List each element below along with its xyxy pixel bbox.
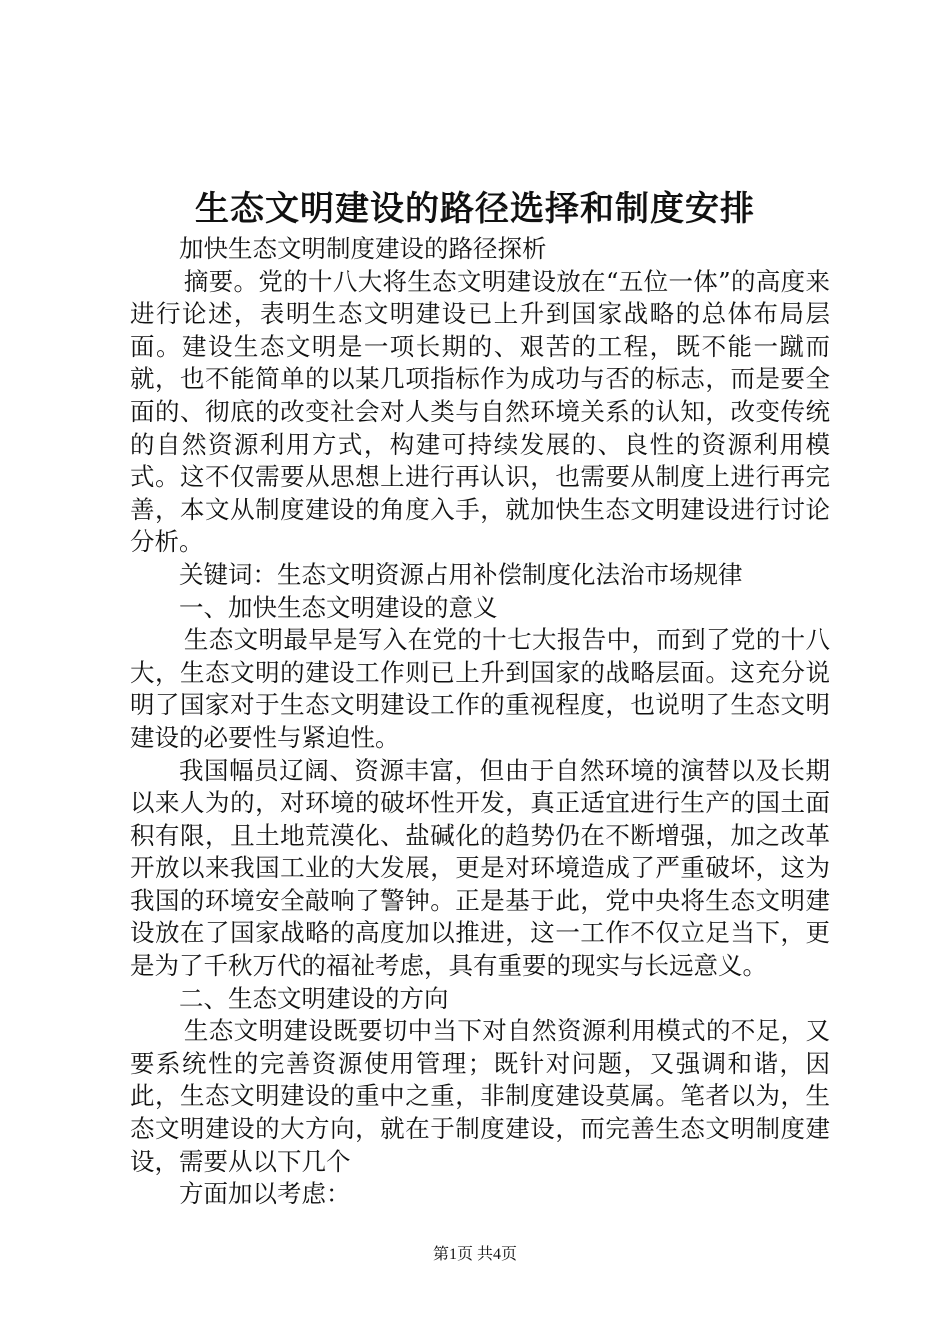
- section-heading-2: 二、生态文明建设的方向: [179, 983, 449, 1013]
- abstract-paragraph: 摘要。党的十八大将生态文明建设放在“五位一体”的高度来进行论述，表明生态文明建设已上升到国家战略的总体布局层面。建设生态文明是一项长期的、艰苦的工程，既不能一蹴而就，也不能简单的以某几项指标作为成功与否的标志，而是要全面的、彻底的改变社会对人类与自然环境关系的认知，改变传统的自然资源利用方式，构建可持续发展的、良性的资源利用模式。这不仅需要从思想上进行再认识，也需要从制度上进行再完善，本文从制度建设的角度入手，就加快生态文明建设进行讨论分析。: [130, 266, 830, 557]
- page-number-footer: 第1页 共4页: [432, 1246, 517, 1263]
- document-title: 生态文明建设的路径选择和制度安排: [195, 189, 755, 229]
- document-body: [130, 233, 830, 1211]
- body-paragraph: 方面加以考虑：: [179, 1179, 351, 1209]
- subtitle-paragraph: 加快生态文明制度建设的路径探析: [179, 234, 547, 263]
- body-paragraph: 我国幅员辽阔、资源丰富，但由于自然环境的演替以及长期以来人为的，对环境的破坏性开发，真正适宜进行生产的国土面积有限，且土地荒漠化、盐碱化的趋势仍在不断增强，加之改革开放以来我国工业的大发展，更是对环境造成了严重破坏，这为我国的环境安全敲响了警钟。正是基于此，党中央将生态文明建设放在了国家战略的高度加以推进，这一工作不仅立足当下，更是为了千秋万代的福祉考虑，具有重要的现实与长远意义。: [130, 755, 830, 981]
- body-paragraph: 生态文明最早是写入在党的十七大报告中，而到了党的十八大，生态文明的建设工作则已上升到国家的战略层面。这充分说明了国家对于生态文明建设工作的重视程度，也说明了生态文明建设的必要性与紧迫性。: [130, 625, 830, 752]
- section-heading-1: 一、加快生态文明建设的意义: [179, 592, 498, 622]
- body-paragraph: 生态文明建设既要切中当下对自然资源利用模式的不足，又要系统性的完善资源使用管理；既针对问题，又强调和谐，因此，生态文明建设的重中之重，非制度建设莫属。笔者以为，生态文明建设的大方向，就在于制度建设，而完善生态文明制度建设，需要从以下几个: [130, 1016, 830, 1176]
- keywords-paragraph: 关键词：生态文明资源占用补偿制度化法治市场规律: [179, 559, 743, 589]
